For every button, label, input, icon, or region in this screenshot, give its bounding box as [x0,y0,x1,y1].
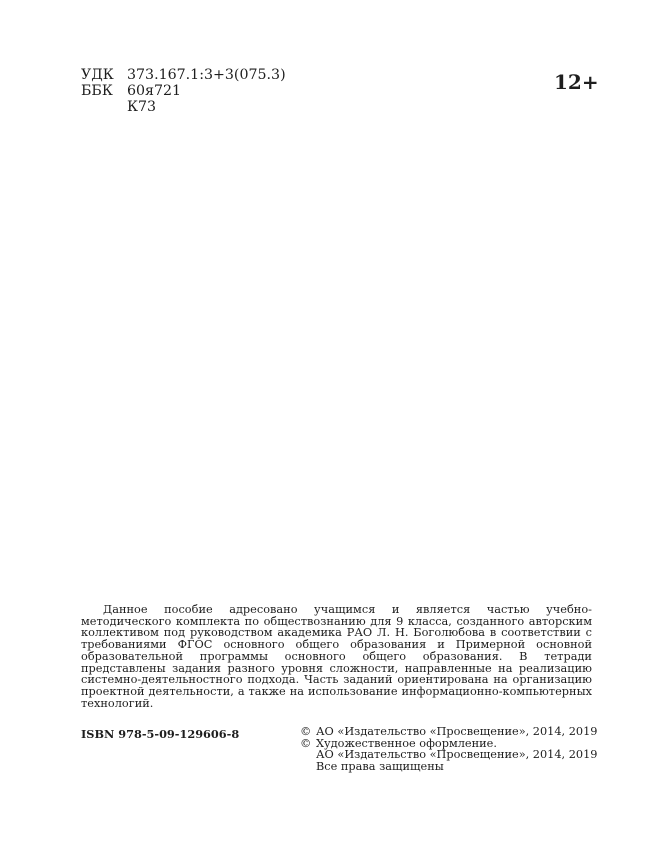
author-mark-row [81,99,286,115]
copyright-icon: © [300,736,312,750]
age-rating: 12+ [554,70,599,94]
bbk-row [81,83,286,99]
author-mark: К73 [127,99,157,115]
copyright-icon: © [300,725,312,738]
udk-row [81,67,286,83]
copyright-block [300,725,598,774]
udk-value: 373.167.1:3+3(075.3) [127,67,286,83]
catalog-codes [81,67,286,115]
abstract [81,604,592,709]
isbn: ISBN 978-5-09-129606-8 [81,727,240,741]
bbk-value: 60я721 [127,83,182,99]
abstract-text: Данное пособие адресовано учащимся и является частью учебно-методического комплекта по обществознанию для 9 класса, созданного авторским коллективом под руководством академика РАО Л. Н. Боголюбова в соответствии с требованиями ФГОС основного общего образования и Примерной основной образовательной программы основного общего образования. В тетради представлены задания разного уровня сложности, направленные на реализацию системно-деятельностного подхода. Часть заданий ориентирована на организацию проектной деятельности, а также на использование информационно-компьютерных технологий. [81,603,592,710]
copyright-line: © АО «Издательство «Просвещение», 2014, 2019 [300,725,598,738]
bbk-label: ББК [81,83,113,99]
udk-label: УДК [81,67,114,83]
rights-reserved: Все права защищены [316,760,444,774]
copyright-line: АО «Издательство «Просвещение», 2014, 2019 [316,748,598,762]
copyright-line: © Художественное оформление. [300,736,497,750]
